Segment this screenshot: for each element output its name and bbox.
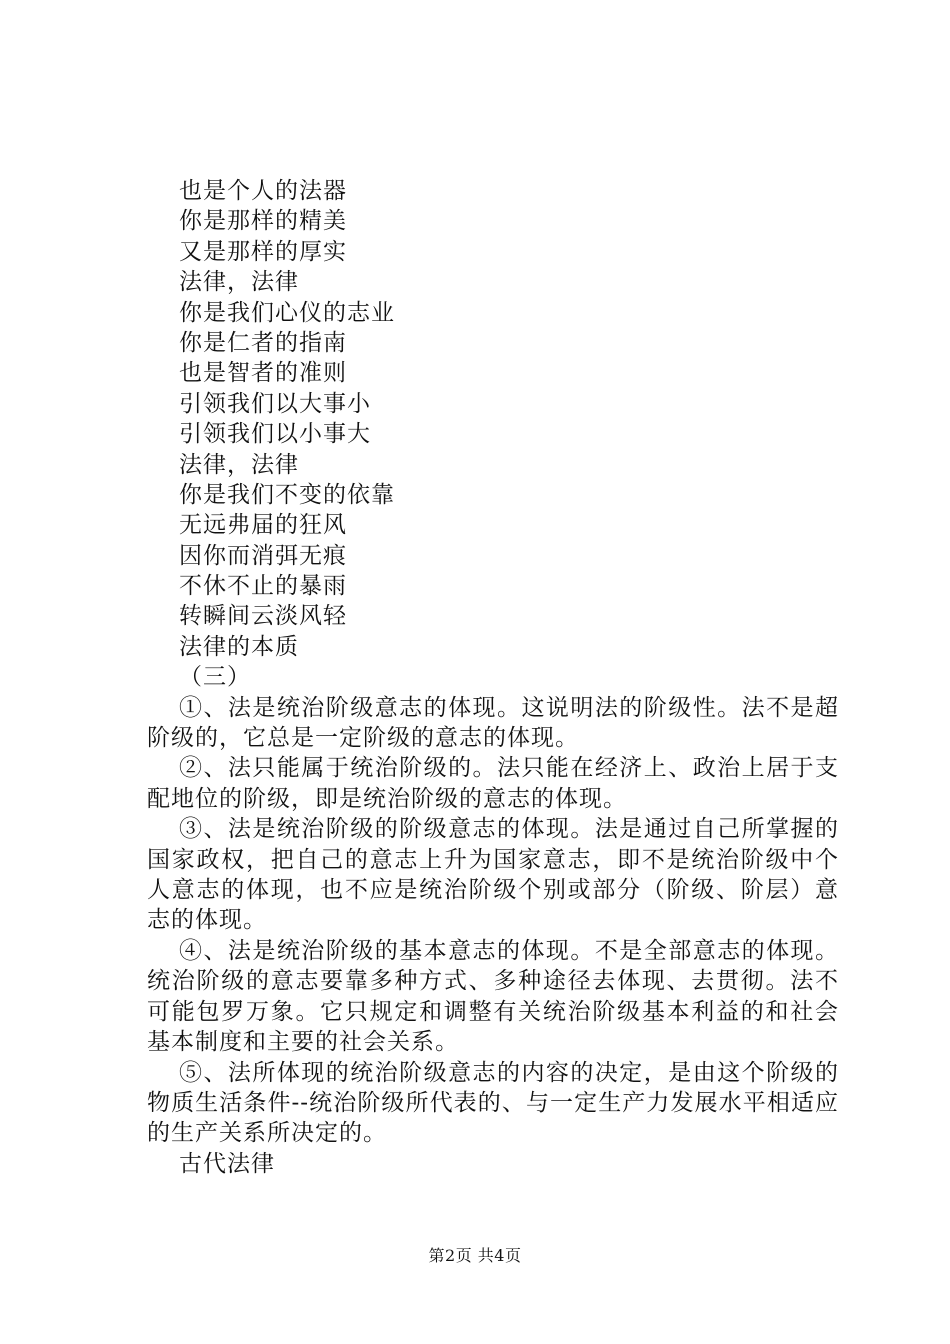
poem-line: 引领我们以小事大 (179, 421, 371, 448)
poem-line: 又是那样的厚实 (179, 238, 347, 265)
poem-line: 无远弗届的狂风 (179, 512, 347, 539)
poem-line: 转瞬间云淡风轻 (179, 603, 347, 630)
paragraph-5: ⑤、法所体现的统治阶级意志的内容的决定，是由这个阶级的物质生活条件--统治阶级所代表的、与一定生产力发展水平相适应的生产关系所决定的。 (147, 1059, 839, 1147)
poem-line: 也是智者的准则 (179, 360, 347, 387)
poem-line: 你是仁者的指南 (179, 329, 347, 356)
document-body (147, 176, 839, 1179)
section-title: 法律的本质 (179, 633, 299, 660)
paragraph-1: ①、法是统治阶级意志的体现。这说明法的阶级性。法不是超阶级的，它总是一定阶级的意志的体现。 (147, 694, 839, 752)
page-footer: 第2页 共4页 (428, 1246, 522, 1265)
poem-line: 法律，法律 (179, 451, 299, 478)
poem-line: 因你而消弭无痕 (179, 542, 347, 569)
poem-line: 引领我们以大事小 (179, 390, 371, 417)
paragraph-4: ④、法是统治阶级的基本意志的体现。不是全部意志的体现。统治阶级的意志要靠多种方式、多种途径去体现、去贯彻。法不可能包罗万象。它只规定和调整有关统治阶级基本利益的和社会基本制度和主要的社会关系。 (147, 937, 839, 1056)
poem-line: 法律，法律 (179, 269, 299, 296)
paragraph-2: ②、法只能属于统治阶级的。法只能在经济上、政治上居于支配地位的阶级，即是统治阶级的意志的体现。 (147, 755, 839, 812)
paragraph-3: ③、法是统治阶级的阶级意志的体现。法是通过自己所掌握的国家政权，把自己的意志上升为国家意志，即不是统治阶级中个人意志的体现，也不应是统治阶级个别或部分（阶级、阶层）意志的体现。 (147, 816, 839, 934)
poem-line: 也是个人的法器 (179, 178, 347, 204)
closing-heading: 古代法律 (179, 1150, 275, 1177)
poem-line: 你是我们不变的依靠 (179, 481, 395, 508)
poem-line: 你是我们心仪的志业 (179, 299, 395, 326)
poem-line: 不休不止的暴雨 (179, 573, 347, 600)
section-number: （三） (179, 664, 251, 691)
poem-line: 你是那样的精美 (179, 208, 347, 235)
